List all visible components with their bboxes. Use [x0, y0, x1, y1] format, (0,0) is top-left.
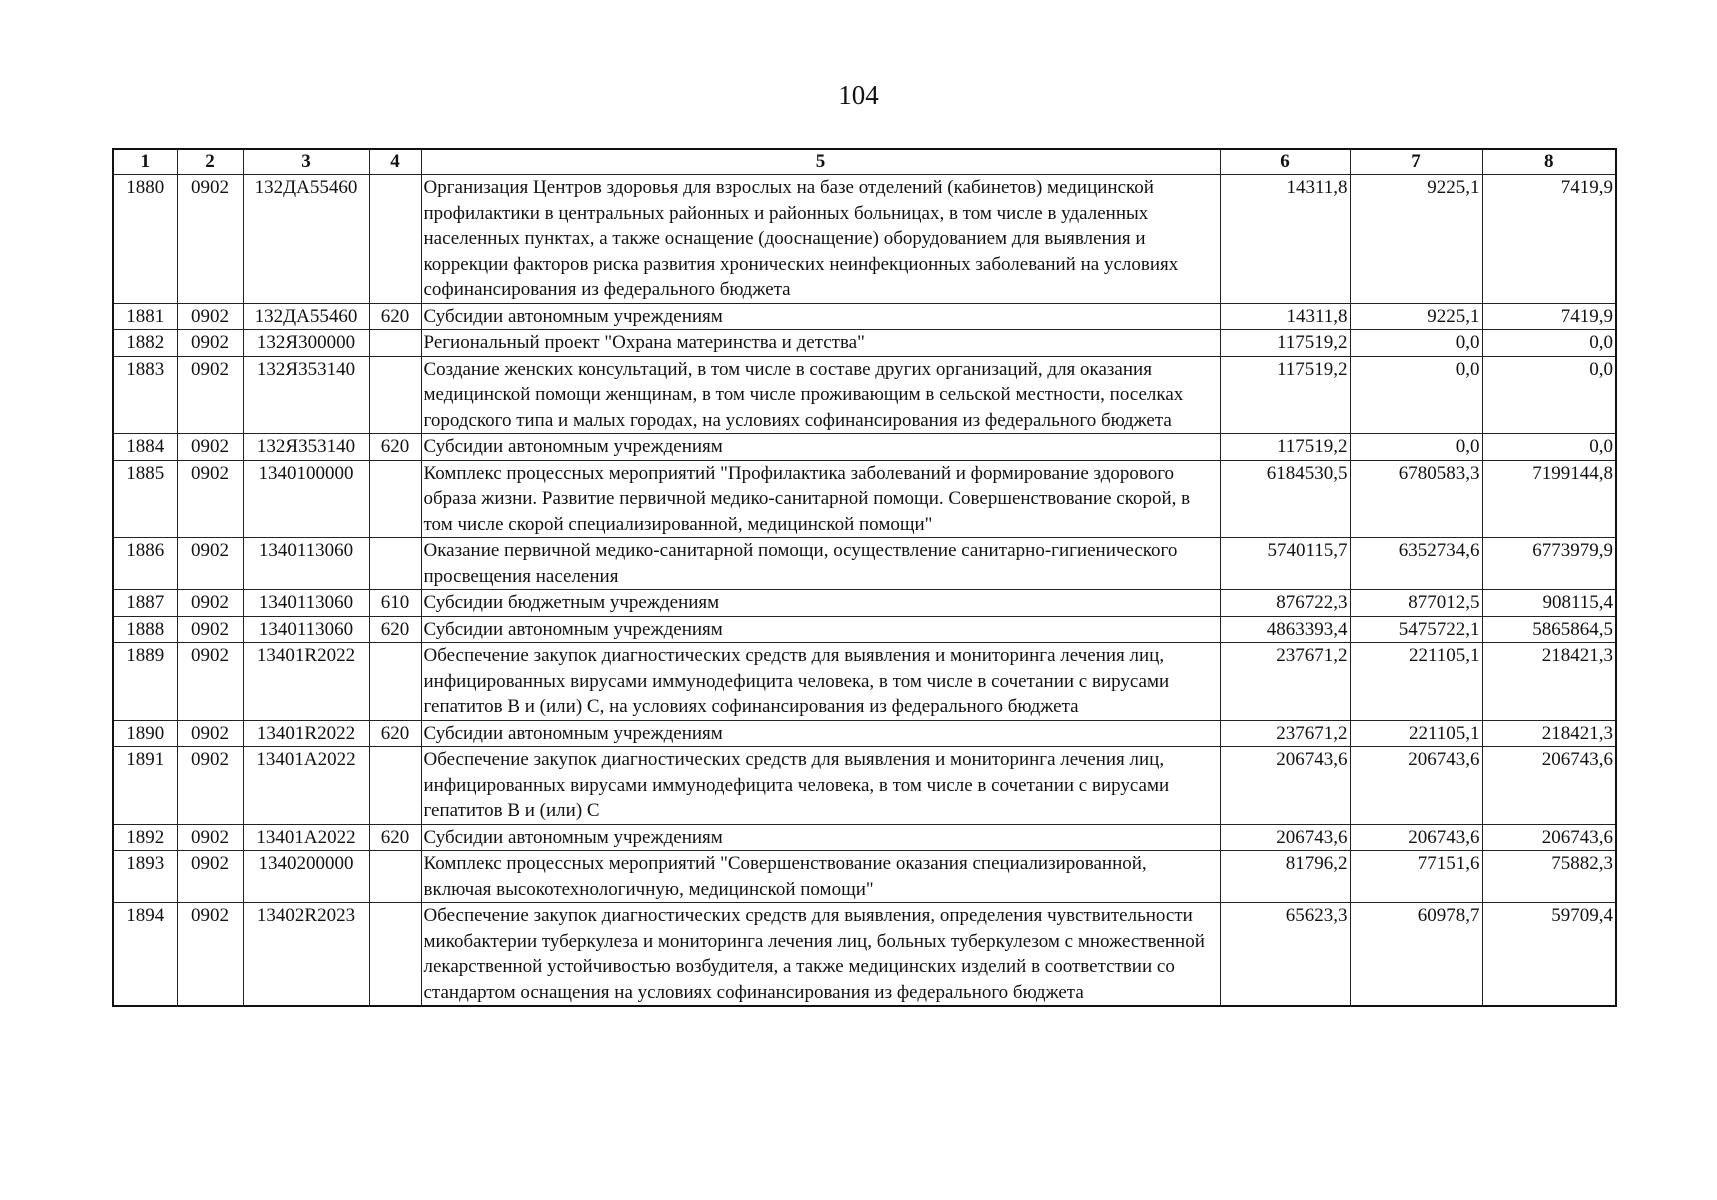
- target-code: 132ДА55460: [243, 303, 369, 330]
- amount-col-8: 7419,9: [1482, 175, 1616, 304]
- row-number: 1883: [113, 356, 177, 434]
- amount-col-8: 218421,3: [1482, 643, 1616, 721]
- target-code: 13401A2022: [243, 747, 369, 825]
- section-code: 0902: [177, 851, 243, 903]
- section-code: 0902: [177, 175, 243, 304]
- item-name: Оказание первичной медико-санитарной помощи, осуществление санитарно-гигиенического просвещения населения: [421, 538, 1220, 590]
- amount-col-8: 7419,9: [1482, 303, 1616, 330]
- section-code: 0902: [177, 747, 243, 825]
- amount-col-6: 117519,2: [1220, 330, 1350, 357]
- amount-col-8: 218421,3: [1482, 720, 1616, 747]
- target-code: 13401A2022: [243, 824, 369, 851]
- item-name: Субсидии автономным учреждениям: [421, 824, 1220, 851]
- target-code: 13402R2023: [243, 903, 369, 1007]
- row-number: 1890: [113, 720, 177, 747]
- expense-type: [369, 330, 421, 357]
- amount-col-6: 117519,2: [1220, 356, 1350, 434]
- target-code: 1340113060: [243, 538, 369, 590]
- row-number: 1889: [113, 643, 177, 721]
- section-code: 0902: [177, 643, 243, 721]
- table-row: [113, 616, 1616, 643]
- item-name: Обеспечение закупок диагностических средств для выявления и мониторинга лечения лиц, инфицированных вирусами иммунодефицита человека, в том числе в сочетании с вирусами гепатитов В и (или) С, на условиях софинансирования из федерального бюджета: [421, 643, 1220, 721]
- amount-col-6: 117519,2: [1220, 434, 1350, 461]
- section-code: 0902: [177, 303, 243, 330]
- amount-col-7: 877012,5: [1350, 590, 1482, 617]
- table-row: [113, 330, 1616, 357]
- amount-col-6: 14311,8: [1220, 303, 1350, 330]
- target-code: 1340113060: [243, 590, 369, 617]
- amount-col-7: 206743,6: [1350, 747, 1482, 825]
- amount-col-7: 221105,1: [1350, 720, 1482, 747]
- item-name: Комплекс процессных мероприятий "Совершенствование оказания специализированной, включая высокотехнологичную, медицинской помощи": [421, 851, 1220, 903]
- item-name: Субсидии автономным учреждениям: [421, 720, 1220, 747]
- target-code: 1340200000: [243, 851, 369, 903]
- target-code: 13401R2022: [243, 720, 369, 747]
- row-number: 1894: [113, 903, 177, 1007]
- section-code: 0902: [177, 616, 243, 643]
- row-number: 1892: [113, 824, 177, 851]
- table-row: [113, 175, 1616, 304]
- item-name: Обеспечение закупок диагностических средств для выявления и мониторинга лечения лиц, инфицированных вирусами иммунодефицита человека, в том числе в сочетании с вирусами гепатитов В и (или) С: [421, 747, 1220, 825]
- column-header: 2: [177, 149, 243, 175]
- row-number: 1885: [113, 460, 177, 538]
- amount-col-7: 206743,6: [1350, 824, 1482, 851]
- amount-col-6: 237671,2: [1220, 643, 1350, 721]
- table-row: [113, 643, 1616, 721]
- expense-type: 620: [369, 720, 421, 747]
- item-name: Субсидии бюджетным учреждениям: [421, 590, 1220, 617]
- expense-type: [369, 903, 421, 1007]
- table-row: [113, 903, 1616, 1007]
- target-code: 132Я300000: [243, 330, 369, 357]
- amount-col-7: 0,0: [1350, 330, 1482, 357]
- amount-col-7: 6780583,3: [1350, 460, 1482, 538]
- row-number: 1887: [113, 590, 177, 617]
- amount-col-7: 9225,1: [1350, 303, 1482, 330]
- item-name: Комплекс процессных мероприятий "Профилактика заболеваний и формирование здорового образа жизни. Развитие первичной медико-санитарной помощи. Совершенствование скорой, в том числе скорой специализированной, медицинской помощи": [421, 460, 1220, 538]
- header-row: [113, 149, 1616, 175]
- section-code: 0902: [177, 824, 243, 851]
- table-row: [113, 434, 1616, 461]
- amount-col-8: 206743,6: [1482, 824, 1616, 851]
- amount-col-8: 0,0: [1482, 434, 1616, 461]
- target-code: 1340113060: [243, 616, 369, 643]
- item-name: Обеспечение закупок диагностических средств для выявления, определения чувствительности микобактерии туберкулеза и мониторинга лечения лиц, больных туберкулезом с множественной лекарственной устойчивостью возбудителя, а также медицинских изделий в соответствии со стандартом оснащения на условиях софинансирования из федерального бюджета: [421, 903, 1220, 1007]
- section-code: 0902: [177, 903, 243, 1007]
- column-header: 3: [243, 149, 369, 175]
- table-row: [113, 720, 1616, 747]
- row-number: 1886: [113, 538, 177, 590]
- expense-type: 620: [369, 616, 421, 643]
- amount-col-8: 0,0: [1482, 356, 1616, 434]
- column-header: 5: [421, 149, 1220, 175]
- row-number: 1880: [113, 175, 177, 304]
- section-code: 0902: [177, 330, 243, 357]
- column-header: 8: [1482, 149, 1616, 175]
- amount-col-6: 14311,8: [1220, 175, 1350, 304]
- amount-col-6: 6184530,5: [1220, 460, 1350, 538]
- column-header: 4: [369, 149, 421, 175]
- target-code: 132Я353140: [243, 356, 369, 434]
- table-row: [113, 590, 1616, 617]
- column-header: 7: [1350, 149, 1482, 175]
- amount-col-7: 9225,1: [1350, 175, 1482, 304]
- amount-col-6: 81796,2: [1220, 851, 1350, 903]
- amount-col-7: 77151,6: [1350, 851, 1482, 903]
- item-name: Субсидии автономным учреждениям: [421, 616, 1220, 643]
- amount-col-6: 206743,6: [1220, 824, 1350, 851]
- expense-type: [369, 643, 421, 721]
- target-code: 132ДА55460: [243, 175, 369, 304]
- amount-col-7: 60978,7: [1350, 903, 1482, 1007]
- amount-col-6: 876722,3: [1220, 590, 1350, 617]
- row-number: 1891: [113, 747, 177, 825]
- expense-type: [369, 356, 421, 434]
- item-name: Создание женских консультаций, в том числе в составе других организаций, для оказания медицинской помощи женщинам, в том числе проживающим в сельской местности, поселках городского типа и малых городах, на условиях софинансирования из федерального бюджета: [421, 356, 1220, 434]
- amount-col-7: 0,0: [1350, 434, 1482, 461]
- amount-col-7: 5475722,1: [1350, 616, 1482, 643]
- table-row: [113, 851, 1616, 903]
- target-code: 13401R2022: [243, 643, 369, 721]
- row-number: 1888: [113, 616, 177, 643]
- section-code: 0902: [177, 356, 243, 434]
- amount-col-8: 5865864,5: [1482, 616, 1616, 643]
- amount-col-7: 0,0: [1350, 356, 1482, 434]
- section-code: 0902: [177, 720, 243, 747]
- expense-type: 620: [369, 303, 421, 330]
- amount-col-7: 221105,1: [1350, 643, 1482, 721]
- amount-col-6: 206743,6: [1220, 747, 1350, 825]
- expense-type: [369, 851, 421, 903]
- table-row: [113, 538, 1616, 590]
- expense-type: [369, 538, 421, 590]
- column-header: 1: [113, 149, 177, 175]
- amount-col-8: 0,0: [1482, 330, 1616, 357]
- amount-col-8: 6773979,9: [1482, 538, 1616, 590]
- section-code: 0902: [177, 590, 243, 617]
- amount-col-8: 7199144,8: [1482, 460, 1616, 538]
- table-row: [113, 747, 1616, 825]
- amount-col-6: 65623,3: [1220, 903, 1350, 1007]
- row-number: 1882: [113, 330, 177, 357]
- expense-type: [369, 175, 421, 304]
- amount-col-6: 4863393,4: [1220, 616, 1350, 643]
- table-row: [113, 824, 1616, 851]
- expense-type: 620: [369, 824, 421, 851]
- target-code: 1340100000: [243, 460, 369, 538]
- section-code: 0902: [177, 538, 243, 590]
- row-number: 1884: [113, 434, 177, 461]
- item-name: Организация Центров здоровья для взрослых на базе отделений (кабинетов) медицинской профилактики в центральных районных и районных больницах, в том числе в удаленных населенных пунктах, а также оснащение (дооснащение) оборудованием для выявления и коррекции факторов риска развития хронических неинфекционных заболеваний на условиях софинансирования из федерального бюджета: [421, 175, 1220, 304]
- amount-col-8: 59709,4: [1482, 903, 1616, 1007]
- amount-col-7: 6352734,6: [1350, 538, 1482, 590]
- row-number: 1881: [113, 303, 177, 330]
- row-number: 1893: [113, 851, 177, 903]
- amount-col-8: 206743,6: [1482, 747, 1616, 825]
- expense-type: 620: [369, 434, 421, 461]
- amount-col-8: 908115,4: [1482, 590, 1616, 617]
- target-code: 132Я353140: [243, 434, 369, 461]
- item-name: Субсидии автономным учреждениям: [421, 434, 1220, 461]
- expense-type: [369, 460, 421, 538]
- section-code: 0902: [177, 460, 243, 538]
- table-row: [113, 303, 1616, 330]
- section-code: 0902: [177, 434, 243, 461]
- expense-type: [369, 747, 421, 825]
- amount-col-8: 75882,3: [1482, 851, 1616, 903]
- column-header: 6: [1220, 149, 1350, 175]
- table-row: [113, 356, 1616, 434]
- expense-type: 610: [369, 590, 421, 617]
- item-name: Региональный проект "Охрана материнства и детства": [421, 330, 1220, 357]
- page-number: 104: [838, 80, 879, 110]
- budget-table: [112, 148, 1617, 1007]
- item-name: Субсидии автономным учреждениям: [421, 303, 1220, 330]
- amount-col-6: 237671,2: [1220, 720, 1350, 747]
- table-row: [113, 460, 1616, 538]
- amount-col-6: 5740115,7: [1220, 538, 1350, 590]
